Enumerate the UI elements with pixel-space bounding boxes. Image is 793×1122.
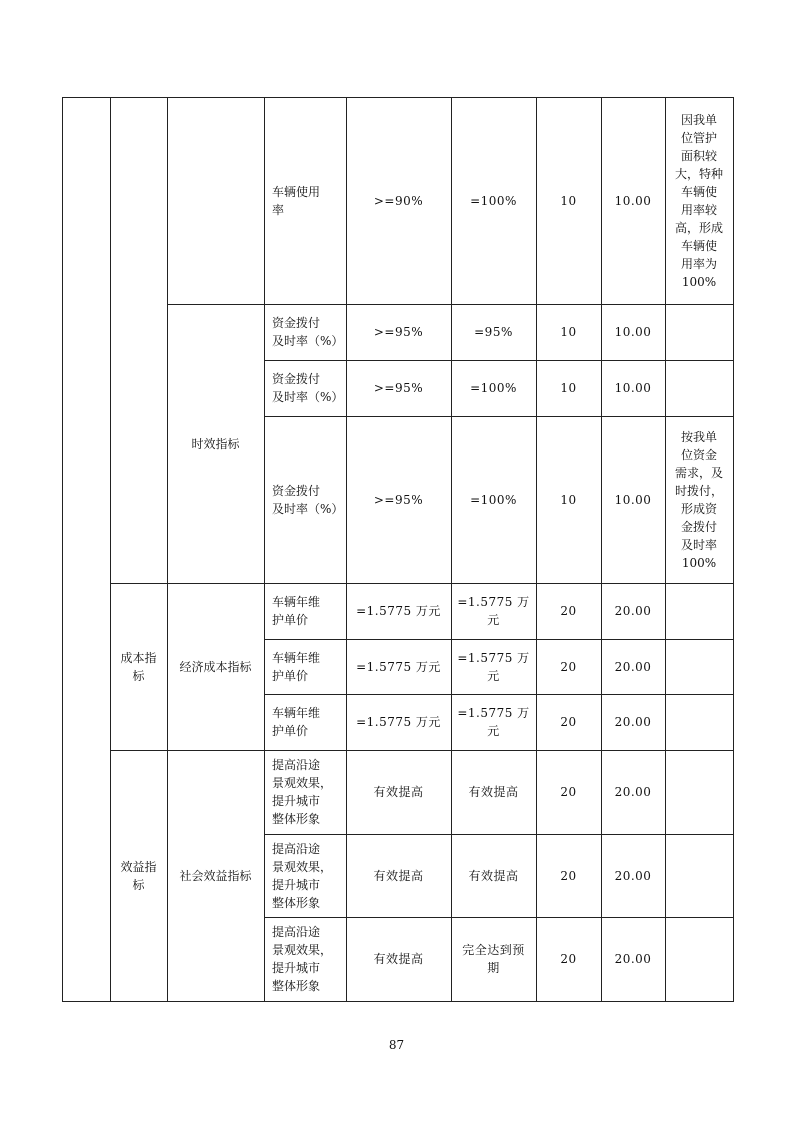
note-cell — [665, 834, 733, 917]
indicator-name-cell: 提高沿途 景观效果， 提升城市 整体形象 — [272, 758, 333, 826]
indicator-name-cell: 提高沿途 景观效果， 提升城市 整体形象 — [272, 841, 333, 910]
weight-cell: 10 — [560, 381, 577, 395]
target-value-cell: >=95% — [373, 492, 424, 507]
target-value-cell: >=95% — [373, 325, 424, 339]
target-value-cell: 有效提高 — [373, 785, 424, 799]
weight-cell: 20 — [560, 785, 577, 799]
target-value-cell: >=90% — [373, 193, 424, 208]
weight-cell: 20 — [560, 604, 577, 618]
actual-value-cell: =1.5775 万 元 — [457, 706, 530, 738]
target-value-cell: 有效提高 — [373, 868, 424, 883]
target-value-cell: =1.5775 万元 — [356, 659, 441, 674]
score-cell: 10.00 — [614, 325, 652, 339]
actual-value-cell: =100% — [470, 492, 517, 507]
target-value-cell: 有效提高 — [373, 952, 424, 966]
indicator-name-cell: 资金拨付 及时率（%） — [272, 372, 344, 404]
score-cell: 20.00 — [614, 715, 652, 729]
indicator-name-cell: 资金拨付 及时率（%） — [272, 483, 344, 516]
score-cell: 10.00 — [614, 193, 652, 208]
score-cell: 20.00 — [614, 952, 652, 966]
note-cell — [665, 304, 733, 360]
score-cell: 20.00 — [614, 868, 652, 883]
actual-value-cell: =1.5775 万 元 — [457, 595, 530, 627]
indicator-name-cell: 车辆使用 率 — [272, 184, 321, 217]
target-value-cell: =1.5775 万元 — [356, 604, 441, 618]
actual-value-cell: 有效提高 — [468, 868, 519, 883]
weight-cell: 10 — [560, 193, 577, 208]
indicator-name-cell: 车辆年维 护单价 — [272, 595, 321, 627]
actual-value-cell: =95% — [474, 325, 513, 339]
note-cell: 按我单 位资金 需求，及 时拨付， 形成资 金拨付 及时率 100% — [674, 429, 723, 570]
note-cell: 因我单 位管护 面积较 大，特种 车辆使 用率较 高，形成 车辆使 用率为 100% — [674, 112, 723, 289]
weight-cell: 10 — [560, 492, 577, 507]
indicator-name-cell: 车辆年维 护单价 — [272, 650, 321, 683]
column-divider — [733, 97, 734, 1001]
score-cell: 20.00 — [614, 604, 652, 618]
category-label-cost: 成本指 标 — [120, 650, 157, 683]
weight-cell: 10 — [560, 325, 577, 339]
page-number: 87 — [388, 1038, 405, 1052]
score-cell: 20.00 — [614, 785, 652, 799]
actual-value-cell: =1.5775 万 元 — [457, 650, 530, 683]
table-border-left — [62, 97, 63, 1001]
actual-value-cell: =100% — [470, 381, 517, 395]
indicator-name-cell: 车辆年维 护单价 — [272, 706, 321, 738]
subcategory-label-timeliness: 时效指标 — [191, 436, 240, 451]
category-label-benefit: 效益指 标 — [120, 859, 157, 892]
weight-cell: 20 — [560, 868, 577, 883]
score-cell: 10.00 — [614, 381, 652, 395]
indicator-name-cell: 资金拨付 及时率（%） — [272, 316, 344, 348]
weight-cell: 20 — [560, 659, 577, 674]
score-cell: 20.00 — [614, 659, 652, 674]
subcategory-label-economic-cost: 经济成本指标 — [179, 659, 252, 674]
indicator-name-cell: 提高沿途 景观效果， 提升城市 整体形象 — [272, 925, 333, 993]
subcategory-label-social-benefit: 社会效益指标 — [179, 868, 252, 883]
score-cell: 10.00 — [614, 492, 652, 507]
note-cell — [665, 750, 733, 834]
note-cell — [665, 583, 733, 639]
actual-value-cell: =100% — [470, 193, 517, 208]
target-value-cell: =1.5775 万元 — [356, 715, 441, 729]
actual-value-cell: 有效提高 — [468, 785, 519, 799]
note-cell — [665, 917, 733, 1001]
actual-value-cell: 完全达到预 期 — [462, 943, 525, 975]
target-value-cell: >=95% — [373, 381, 424, 395]
weight-cell: 20 — [560, 952, 577, 966]
table-border-bottom — [62, 1001, 734, 1002]
weight-cell: 20 — [560, 715, 577, 729]
note-cell — [665, 639, 733, 694]
note-cell — [665, 360, 733, 416]
note-cell — [665, 694, 733, 750]
